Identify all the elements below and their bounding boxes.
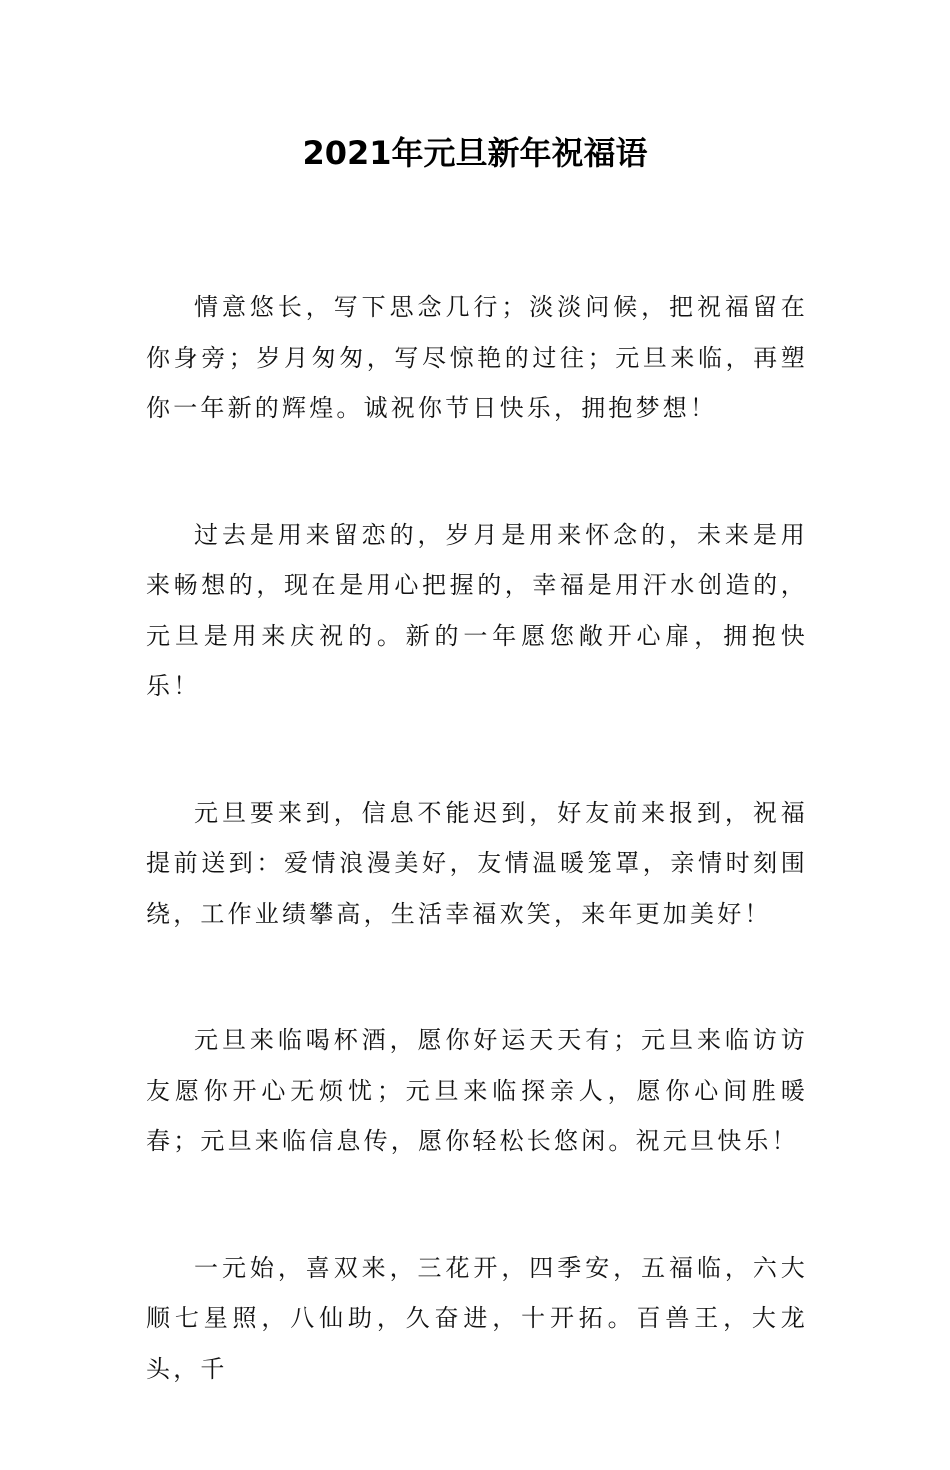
- paragraph-1: 情意悠长，写下思念几行；淡淡问候，把祝福留在你身旁；岁月匆匆，写尽惊艳的过往；元旦来临，再塑你一年新的辉煌。诚祝你节日快乐，拥抱梦想！: [146, 293, 808, 422]
- paragraph-5: 一元始，喜双来，三花开，四季安，五福临，六大顺七星照，八仙助，久奋进，十开拓。百兽王，大龙头，千: [146, 1253, 808, 1383]
- paragraph-4: 元旦来临喝杯酒，愿你好运天天有；元旦来临访访友愿你开心无烦忧；元旦来临探亲人，愿你心间胜暖春；元旦来临信息传，愿你轻松长悠闲。祝元旦快乐！: [146, 1026, 808, 1155]
- page-title: 2021年元旦新年祝福语: [302, 134, 648, 172]
- paragraph-2: 过去是用来留恋的，岁月是用来怀念的，未来是用来畅想的，现在是用心把握的，幸福是用汗水创造的，元旦是用来庆祝的。新的一年愿您敞开心扉，拥抱快乐！: [146, 520, 808, 700]
- document-body: [146, 282, 808, 1470]
- paragraph-3: 元旦要来到，信息不能迟到，好友前来报到，祝福提前送到：爱情浪漫美好，友情温暖笼罩，亲情时刻围绕，工作业绩攀高，生活幸福欢笑，来年更加美好！: [146, 798, 808, 928]
